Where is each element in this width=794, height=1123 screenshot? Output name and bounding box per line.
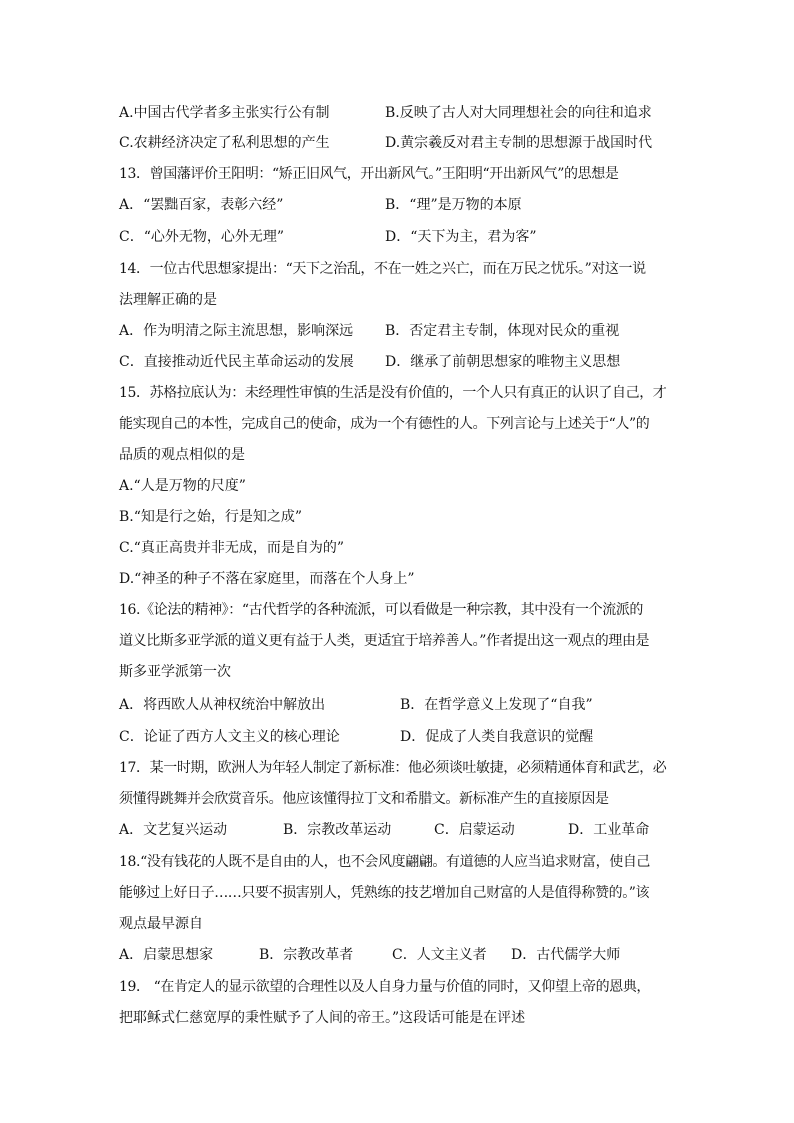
q17-stem-line1: 17．某一时期，欧洲人为年轻人制定了新标准：他必须谈吐敏捷，必须精通体育和武艺，必 [119,760,667,776]
q18-stem-line2: 能够过上好日子……只要不损害别人，凭熟练的技艺增加自己财富的人是值得称赞的。”该 [119,885,650,901]
q18-option-a: A．启蒙思想家 [119,947,214,963]
q15-stem-line3: 品质的观点相似的是 [119,447,245,463]
q17-option-d: D．工业革命 [568,822,650,838]
q13-option-c: C．“心外无物，心外无理” [119,229,285,245]
q13-option-d: D．“天下为主，君为客” [385,229,537,245]
q18-option-d: D．古代儒学大师 [511,947,621,963]
q16-option-a: A．将西欧人从神权统治中解放出 [119,697,326,713]
q19-stem-line1: 19． “在肯定人的显示欲望的合理性以及人自身力量与价值的同时，又仰望上帝的恩典， [119,979,651,995]
q14-option-b: B．否定君主专制，体现对民众的重视 [385,323,620,339]
q14-stem-line1: 14．一位古代思想家提出：“天下之治乱，不在一姓之兴亡，而在万民之忧乐。”对这一说 [119,261,646,277]
q15-option-a: A.“人是万物的尺度” [119,478,246,494]
q16-option-c: C．论证了西方人文主义的核心理论 [119,729,340,745]
q18-stem-line3: 观点最早源自 [119,916,203,932]
q14-option-c: C．直接推动近代民主革命运动的发展 [119,354,354,370]
q17-option-b: B．宗教改革运动 [283,822,392,838]
q15-stem-line1: 15．苏格拉底认为：未经理性审慎的生活是没有价值的，一个人只有真正的认识了自己，才 [119,385,667,401]
q17-option-c: C．启蒙运动 [434,822,515,838]
q14-stem-line2: 法理解正确的是 [119,292,217,308]
q19-stem-line2: 把耶稣式仁慈宽厚的秉性赋予了人间的帝王。”这段话可能是在评述 [119,1010,526,1026]
q18-stem-line1: 18.“没有钱花的人既不是自由的人，也不会风度翩翩。有道德的人应当追求财富，使自己 [119,854,651,870]
q17-stem-line2: 须懂得跳舞并会欣赏音乐。他应该懂得拉丁文和希腊文。新标准产生的直接原因是 [119,791,609,807]
q16-option-d: D．促成了人类自我意识的觉醒 [400,729,594,745]
q13-option-b: B．“理”是万物的本原 [385,197,522,213]
q13-option-a: A．“罢黜百家，表彰六经” [119,197,284,213]
q14-option-d: D．继承了前朝思想家的唯物主义思想 [385,354,621,370]
q17-option-a: A．文艺复兴运动 [119,822,228,838]
q16-stem-line3: 斯多亚学派第一次 [119,664,231,680]
q15-stem-line2: 能实现自己的本性，完成自己的使命，成为一个有德性的人。下列言论与上述关于“人”的 [119,416,650,432]
q13-stem: 13．曾国藩评价王阳明：“矫正旧风气，开出新风气。”王阳明“开出新风气”的思想是 [119,166,619,182]
q16-stem-line1: 16.《论法的精神》：“古代哲学的各种流派，可以看做是一种宗教，其中没有一个流派的 [119,602,644,618]
q12-option-c: C.农耕经济决定了私利思想的产生 [119,135,330,151]
q16-stem-line2: 道义比斯多亚学派的道义更有益于人类，更适宜于培养善人。”作者提出这一观点的理由是 [119,633,650,649]
q15-option-c: C.“真正高贵并非无成，而是自为的” [119,540,344,556]
q16-option-b: B．在哲学意义上发现了“自我” [400,697,593,713]
q14-option-a: A．作为明清之际主流思想，影响深远 [119,323,354,339]
q15-option-d: D.“神圣的种子不落在家庭里，而落在个人身上” [119,571,415,587]
q12-option-d: D.黄宗羲反对君主专制的思想源于战国时代 [385,135,653,151]
q18-option-c: C．人文主义者 [392,947,487,963]
q12-option-b: B.反映了古人对大同理想社会的向往和追求 [385,105,652,121]
q15-option-b: B.“知是行之始，行是知之成” [119,509,303,525]
q18-option-b: B．宗教改革者 [259,947,354,963]
q12-option-a: A.中国古代学者多主张实行公有制 [119,105,330,121]
